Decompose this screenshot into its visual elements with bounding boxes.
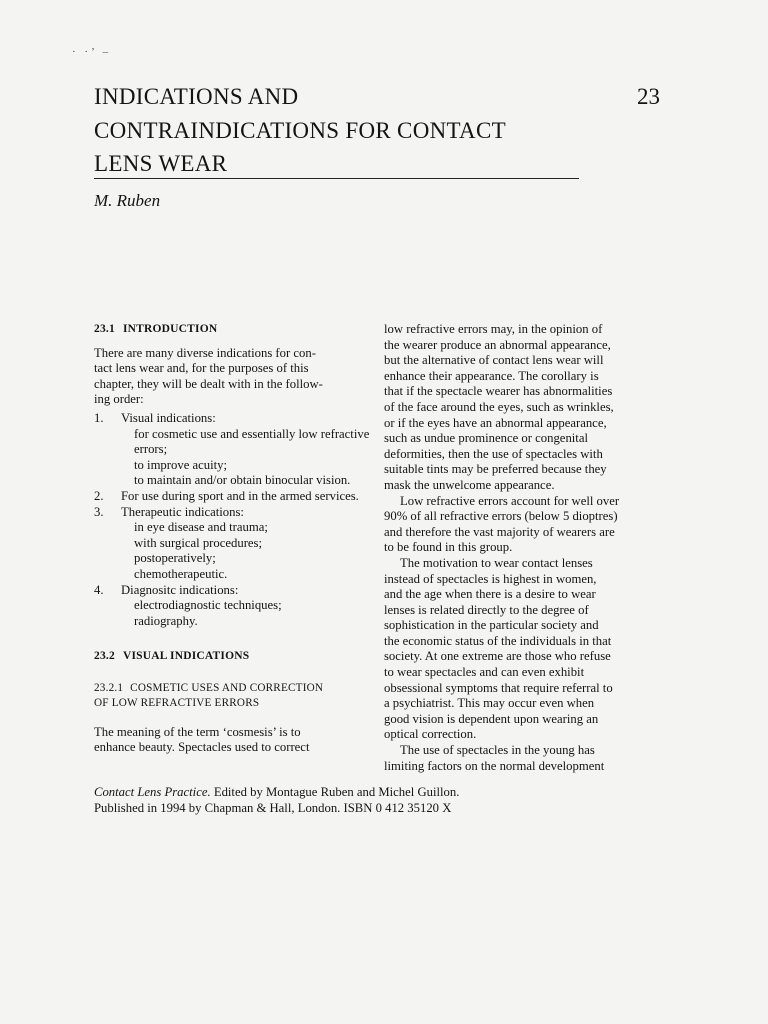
list-subitem: for cosmetic use and essentially low refractive errors;	[134, 426, 370, 457]
text-line: mask the unwelcome appearance.	[384, 477, 555, 492]
text-line: or if the eyes have an abnormal appearance,	[384, 415, 607, 430]
text-line: the wearer produce an abnormal appearance,	[384, 337, 611, 352]
text-line: There are many diverse indications for con-	[94, 345, 316, 360]
chapter-title-line: INDICATIONS AND	[94, 84, 299, 109]
section-heading	[94, 322, 370, 338]
text-line: low refractive errors may, in the opinion of	[384, 322, 603, 336]
text-line: limiting factors on the normal development	[384, 758, 605, 773]
list-number: 4.	[94, 582, 104, 597]
subsection-title-line: OF LOW REFRACTIVE ERRORS	[94, 696, 260, 709]
text-line: ing order:	[94, 392, 144, 407]
intro-paragraph	[94, 346, 370, 408]
text-line: The motivation to wear contact lenses	[400, 555, 593, 570]
text-line: and therefore the vast majority of wearers are	[384, 524, 615, 539]
list-subitem: in eye disease and trauma;	[134, 520, 268, 535]
list-label: Visual indications:	[121, 410, 216, 425]
list-item	[94, 583, 370, 630]
text-line: the economic status of the individuals in that	[384, 633, 612, 648]
text-line: tact lens wear and, for the purposes of this	[94, 361, 309, 376]
chapter-number: 23	[637, 84, 660, 109]
publication-footer	[94, 784, 459, 816]
section-heading	[94, 649, 370, 665]
text-line: society. At one extreme are those who refuse	[384, 649, 611, 664]
list-subitem: electrodiagnostic techniques;	[134, 598, 282, 613]
editors-credit: Edited by Montague Ruben and Michel Guillon.	[210, 785, 460, 799]
text-line: obsessional symptoms that require referral to	[384, 680, 613, 695]
body-paragraph	[384, 556, 660, 743]
text-line: optical correction.	[384, 727, 477, 742]
cosmesis-paragraph	[94, 725, 370, 756]
subsection-number: 23.2.1	[94, 681, 124, 694]
list-subitem: to improve acuity;	[134, 457, 228, 472]
text-line: a psychiatrist. This may occur even when	[384, 696, 595, 711]
text-line: such as undue prominence or congenital	[384, 431, 588, 446]
body-paragraph	[384, 743, 660, 774]
chapter-title-line: LENS WEAR	[94, 151, 228, 176]
text-line: enhance their appearance. The corollary is	[384, 368, 599, 383]
list-subitem: to maintain and/or obtain binocular vision.	[134, 473, 351, 488]
text-line: and the age when there is a desire to wear	[384, 587, 596, 602]
list-item	[94, 505, 370, 583]
list-subitem: chemotherapeutic.	[134, 566, 228, 581]
margin-marks: · ·’ –	[72, 46, 112, 58]
list-number: 2.	[94, 488, 104, 503]
subsection-heading	[94, 681, 370, 711]
section-number: 23.2	[94, 650, 115, 663]
text-line: Low refractive errors account for well over	[400, 493, 620, 508]
section-number: 23.1	[94, 323, 115, 335]
list-label: Diagnositc indications:	[121, 582, 239, 597]
text-line: that if the spectacle wearer has abnormalities	[384, 384, 613, 399]
section-title: VISUAL INDICATIONS	[122, 650, 250, 663]
section-title: INTRODUCTION	[122, 323, 218, 335]
text-line: good vision is dependent upon wearing an	[384, 711, 599, 726]
list-label: For use during sport and in the armed services.	[121, 488, 359, 503]
text-line: suitable tints may be preferred because they	[384, 462, 607, 477]
body-paragraph	[384, 494, 660, 556]
text-line: The use of spectacles in the young has	[400, 743, 595, 758]
list-subitem: postoperatively;	[134, 551, 216, 566]
text-line: to be found in this group.	[384, 540, 513, 555]
chapter-title	[94, 80, 579, 181]
list-item	[94, 411, 370, 489]
list-number: 1.	[94, 410, 104, 425]
right-column	[384, 322, 660, 774]
subsection-title-line: COSMETIC USES AND CORRECTION	[130, 681, 324, 694]
text-line: chapter, they will be dealt with in the follow-	[94, 376, 323, 391]
list-item	[94, 489, 370, 505]
publisher-line: Published in 1994 by Chapman & Hall, London. ISBN 0 412 35120 X	[94, 801, 452, 815]
list-number: 3.	[94, 504, 104, 519]
book-title: Contact Lens Practice.	[94, 785, 211, 799]
text-line: to wear spectacles and can even exhibit	[384, 665, 585, 680]
text-line: The meaning of the term ‘cosmesis’ is to	[94, 724, 301, 739]
list-subitem: with surgical procedures;	[134, 535, 263, 550]
text-line: deformities, then the use of spectacles with	[384, 446, 603, 461]
text-line: enhance beauty. Spectacles used to correct	[94, 740, 310, 755]
text-line: 90% of all refractive errors (below 5 dioptres)	[384, 509, 618, 524]
title-rule	[94, 178, 579, 179]
list-subitem: radiography.	[134, 613, 198, 628]
body-paragraph	[384, 322, 660, 494]
chapter-title-line: CONTRAINDICATIONS FOR CONTACT	[94, 117, 506, 143]
text-line: lenses is related directly to the degree of	[384, 602, 589, 617]
chapter-author: M. Ruben	[94, 191, 161, 210]
text-line: sophistication in the particular society and	[384, 618, 599, 633]
text-line: of the face around the eyes, such as wrinkles,	[384, 399, 614, 414]
list-label: Therapeutic indications:	[121, 504, 244, 519]
text-line: but the alternative of contact lens wear will	[384, 353, 604, 368]
text-line: instead of spectacles is highest in women,	[384, 571, 597, 586]
left-column	[94, 322, 370, 756]
indications-list	[94, 411, 370, 629]
